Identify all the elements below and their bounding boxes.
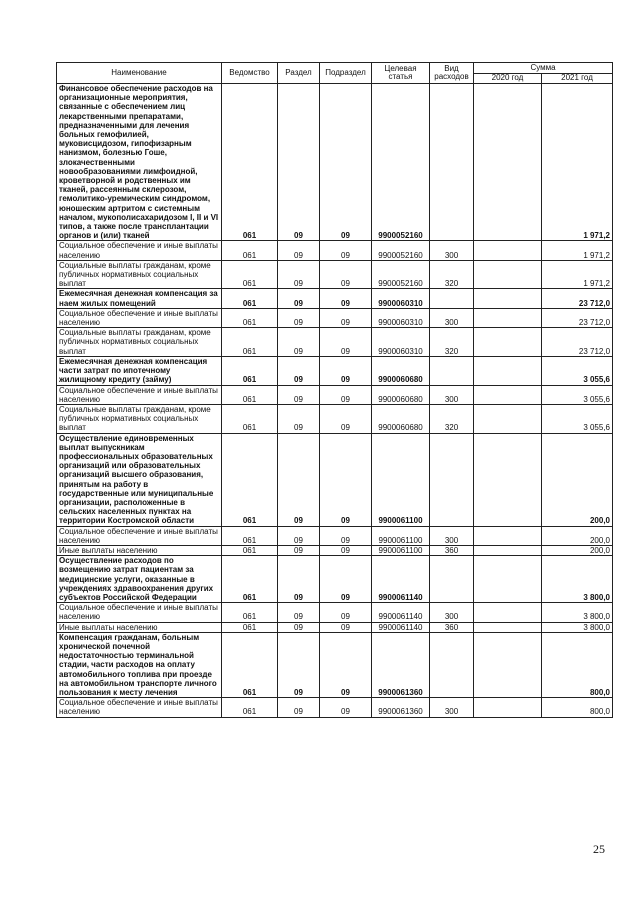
cell-name: Социальные выплаты гражданам, кроме публичных нормативных социальных выплат: [57, 328, 222, 357]
cell-summa-2021: 23 712,0: [542, 289, 613, 308]
cell-podrazdel: 09: [320, 308, 372, 327]
cell-vedomstvo: 061: [222, 526, 278, 545]
cell-razdel: 09: [278, 404, 320, 433]
cell-razdel: 09: [278, 328, 320, 357]
cell-podrazdel: 09: [320, 526, 372, 545]
header-year-2021: 2021 год: [542, 74, 613, 84]
header-vedomstvo: Ведомство: [222, 63, 278, 84]
cell-name: Ежемесячная денежная компенсация за наем жилых помещений: [57, 289, 222, 308]
cell-summa-2020: [474, 84, 542, 241]
cell-celevaya-statya: 9900060680: [372, 404, 430, 433]
cell-podrazdel: 09: [320, 404, 372, 433]
cell-celevaya-statya: 9900061360: [372, 632, 430, 697]
cell-vid-rashodov: [430, 556, 474, 603]
cell-name: Социальное обеспечение и иные выплаты населению: [57, 526, 222, 545]
cell-podrazdel: 09: [320, 260, 372, 289]
cell-summa-2021: 23 712,0: [542, 328, 613, 357]
table-row: [57, 622, 613, 632]
cell-razdel: 09: [278, 385, 320, 404]
cell-name: Социальные выплаты гражданам, кроме публичных нормативных социальных выплат: [57, 404, 222, 433]
cell-vedomstvo: 061: [222, 84, 278, 241]
cell-summa-2021: 3 800,0: [542, 556, 613, 603]
cell-name: Иные выплаты населению: [57, 622, 222, 632]
cell-name: Социальное обеспечение и иные выплаты населению: [57, 241, 222, 260]
cell-celevaya-statya: 9900060310: [372, 289, 430, 308]
cell-podrazdel: 09: [320, 241, 372, 260]
cell-name: Социальные выплаты гражданам, кроме публичных нормативных социальных выплат: [57, 260, 222, 289]
cell-summa-2020: [474, 556, 542, 603]
cell-razdel: 09: [278, 632, 320, 697]
cell-vedomstvo: 061: [222, 603, 278, 622]
cell-celevaya-statya: 9900060310: [372, 308, 430, 327]
cell-vid-rashodov: [430, 632, 474, 697]
cell-vedomstvo: 061: [222, 698, 278, 717]
cell-summa-2020: [474, 698, 542, 717]
cell-razdel: 09: [278, 433, 320, 526]
cell-summa-2020: [474, 241, 542, 260]
table-row: [57, 328, 613, 357]
cell-celevaya-statya: 9900060680: [372, 385, 430, 404]
cell-summa-2021: 800,0: [542, 632, 613, 697]
cell-celevaya-statya: 9900061360: [372, 698, 430, 717]
cell-podrazdel: 09: [320, 289, 372, 308]
cell-vedomstvo: 061: [222, 433, 278, 526]
cell-vid-rashodov: 300: [430, 241, 474, 260]
cell-vid-rashodov: [430, 84, 474, 241]
cell-vid-rashodov: 320: [430, 328, 474, 357]
cell-podrazdel: 09: [320, 632, 372, 697]
cell-vid-rashodov: [430, 289, 474, 308]
cell-celevaya-statya: 9900052160: [372, 260, 430, 289]
cell-vid-rashodov: 320: [430, 404, 474, 433]
cell-summa-2021: 1 971,2: [542, 84, 613, 241]
cell-celevaya-statya: 9900052160: [372, 84, 430, 241]
cell-razdel: 09: [278, 241, 320, 260]
cell-razdel: 09: [278, 622, 320, 632]
cell-summa-2020: [474, 260, 542, 289]
cell-summa-2020: [474, 308, 542, 327]
cell-name: Социальное обеспечение и иные выплаты населению: [57, 603, 222, 622]
cell-summa-2020: [474, 545, 542, 555]
cell-celevaya-statya: 9900061100: [372, 545, 430, 555]
cell-vedomstvo: 061: [222, 545, 278, 555]
cell-celevaya-statya: 9900061100: [372, 433, 430, 526]
cell-vid-rashodov: [430, 356, 474, 385]
cell-name: Осуществление расходов по возмещению затрат пациентам за медицинские услуги, оказанные в учреждениях здравоохранения других субъектов Российской Федерации: [57, 556, 222, 603]
cell-podrazdel: 09: [320, 84, 372, 241]
table-row: [57, 632, 613, 697]
cell-podrazdel: 09: [320, 556, 372, 603]
cell-razdel: 09: [278, 84, 320, 241]
cell-razdel: 09: [278, 698, 320, 717]
table-row: [57, 260, 613, 289]
header-celevaya-statya: Целевая статья: [372, 63, 430, 84]
table-row: [57, 241, 613, 260]
cell-celevaya-statya: 9900061140: [372, 603, 430, 622]
cell-podrazdel: 09: [320, 433, 372, 526]
table-row: [57, 84, 613, 241]
cell-summa-2020: [474, 632, 542, 697]
cell-summa-2020: [474, 356, 542, 385]
cell-summa-2021: 200,0: [542, 526, 613, 545]
cell-podrazdel: 09: [320, 622, 372, 632]
header-vid-rashodov: Вид расходов: [430, 63, 474, 84]
cell-summa-2021: 3 055,6: [542, 404, 613, 433]
cell-name: Социальное обеспечение и иные выплаты населению: [57, 698, 222, 717]
page-number: 25: [593, 842, 605, 856]
header-year-2020: 2020 год: [474, 74, 542, 84]
cell-vedomstvo: 061: [222, 622, 278, 632]
cell-summa-2021: 200,0: [542, 433, 613, 526]
budget-rows: [57, 84, 613, 718]
cell-celevaya-statya: 9900060680: [372, 356, 430, 385]
cell-vedomstvo: 061: [222, 308, 278, 327]
cell-vedomstvo: 061: [222, 632, 278, 697]
table-row: [57, 556, 613, 603]
cell-celevaya-statya: 9900061140: [372, 622, 430, 632]
cell-razdel: 09: [278, 556, 320, 603]
cell-podrazdel: 09: [320, 328, 372, 357]
cell-celevaya-statya: 9900061100: [372, 526, 430, 545]
cell-vedomstvo: 061: [222, 385, 278, 404]
cell-name: Ежемесячная денежная компенсация части затрат по ипотечному жилищному кредиту (займу): [57, 356, 222, 385]
cell-vid-rashodov: 360: [430, 622, 474, 632]
header-podrazdel: Подраздел: [320, 63, 372, 84]
cell-vedomstvo: 061: [222, 328, 278, 357]
cell-name: Социальное обеспечение и иные выплаты населению: [57, 385, 222, 404]
cell-podrazdel: 09: [320, 545, 372, 555]
cell-vid-rashodov: 320: [430, 260, 474, 289]
cell-summa-2021: 200,0: [542, 545, 613, 555]
cell-summa-2021: 800,0: [542, 698, 613, 717]
cell-podrazdel: 09: [320, 698, 372, 717]
cell-summa-2021: 3 055,6: [542, 356, 613, 385]
cell-summa-2020: [474, 328, 542, 357]
cell-name: Социальное обеспечение и иные выплаты населению: [57, 308, 222, 327]
table-row: [57, 308, 613, 327]
cell-summa-2020: [474, 385, 542, 404]
cell-razdel: 09: [278, 260, 320, 289]
cell-summa-2021: 3 800,0: [542, 622, 613, 632]
cell-podrazdel: 09: [320, 385, 372, 404]
table-row: [57, 603, 613, 622]
cell-summa-2021: 23 712,0: [542, 308, 613, 327]
cell-podrazdel: 09: [320, 603, 372, 622]
cell-summa-2021: 1 971,2: [542, 260, 613, 289]
cell-razdel: 09: [278, 526, 320, 545]
cell-razdel: 09: [278, 356, 320, 385]
cell-vedomstvo: 061: [222, 404, 278, 433]
header-name: Наименование: [57, 63, 222, 84]
table-row: [57, 433, 613, 526]
cell-summa-2021: 3 055,6: [542, 385, 613, 404]
cell-razdel: 09: [278, 308, 320, 327]
cell-summa-2020: [474, 289, 542, 308]
header-summa: Сумма: [474, 63, 613, 74]
cell-celevaya-statya: 9900052160: [372, 241, 430, 260]
cell-summa-2021: 1 971,2: [542, 241, 613, 260]
cell-vid-rashodov: 300: [430, 698, 474, 717]
cell-vedomstvo: 061: [222, 289, 278, 308]
cell-vid-rashodov: [430, 433, 474, 526]
table-row: [57, 698, 613, 717]
cell-razdel: 09: [278, 603, 320, 622]
cell-vid-rashodov: 300: [430, 385, 474, 404]
cell-podrazdel: 09: [320, 356, 372, 385]
cell-vid-rashodov: 300: [430, 603, 474, 622]
cell-name: Компенсация гражданам, больным хронической почечной недостаточностью терминальной стадии, части расходов на оплату автомобильного топлива при проезде на автомобильном транспорте личного пользования к месту лечения: [57, 632, 222, 697]
cell-summa-2020: [474, 603, 542, 622]
cell-vedomstvo: 061: [222, 356, 278, 385]
table-row: [57, 526, 613, 545]
table-row: [57, 404, 613, 433]
table-row: [57, 289, 613, 308]
cell-vedomstvo: 061: [222, 556, 278, 603]
cell-summa-2021: 3 800,0: [542, 603, 613, 622]
cell-razdel: 09: [278, 545, 320, 555]
budget-table: [56, 62, 613, 718]
cell-name: Иные выплаты населению: [57, 545, 222, 555]
table-row: [57, 545, 613, 555]
cell-name: Осуществление единовременных выплат выпускникам профессиональных образовательных организаций или образовательных организаций высшего образования, принятым на работу в государственные или муниципальные организации, расположенные в сельских населенных пунктах на территории Костромской области: [57, 433, 222, 526]
cell-vid-rashodov: 300: [430, 526, 474, 545]
table-row: [57, 385, 613, 404]
cell-celevaya-statya: 9900061140: [372, 556, 430, 603]
cell-summa-2020: [474, 404, 542, 433]
cell-vid-rashodov: 360: [430, 545, 474, 555]
cell-summa-2020: [474, 433, 542, 526]
cell-vid-rashodov: 300: [430, 308, 474, 327]
cell-razdel: 09: [278, 289, 320, 308]
cell-summa-2020: [474, 526, 542, 545]
cell-vedomstvo: 061: [222, 260, 278, 289]
cell-summa-2020: [474, 622, 542, 632]
cell-name: Финансовое обеспечение расходов на организационные мероприятия, связанные с обеспечением лиц лекарственными препаратами, предназначенными для лечения больных гемофилией, муковисцидозом, гипофизарным нанизмом, болезнью Гоше, злокачественными новообразованиями лимфоидной, кроветворной и родственных им тканей, рассеянным склерозом, гемолитико-уремическим синдромом, юношеским артритом с системным началом, мукополисахаридозом I, II и VI типов, а также после трансплантации органов и (или) тканей: [57, 84, 222, 241]
table-row: [57, 356, 613, 385]
header-razdel: Раздел: [278, 63, 320, 84]
cell-celevaya-statya: 9900060310: [372, 328, 430, 357]
cell-vedomstvo: 061: [222, 241, 278, 260]
